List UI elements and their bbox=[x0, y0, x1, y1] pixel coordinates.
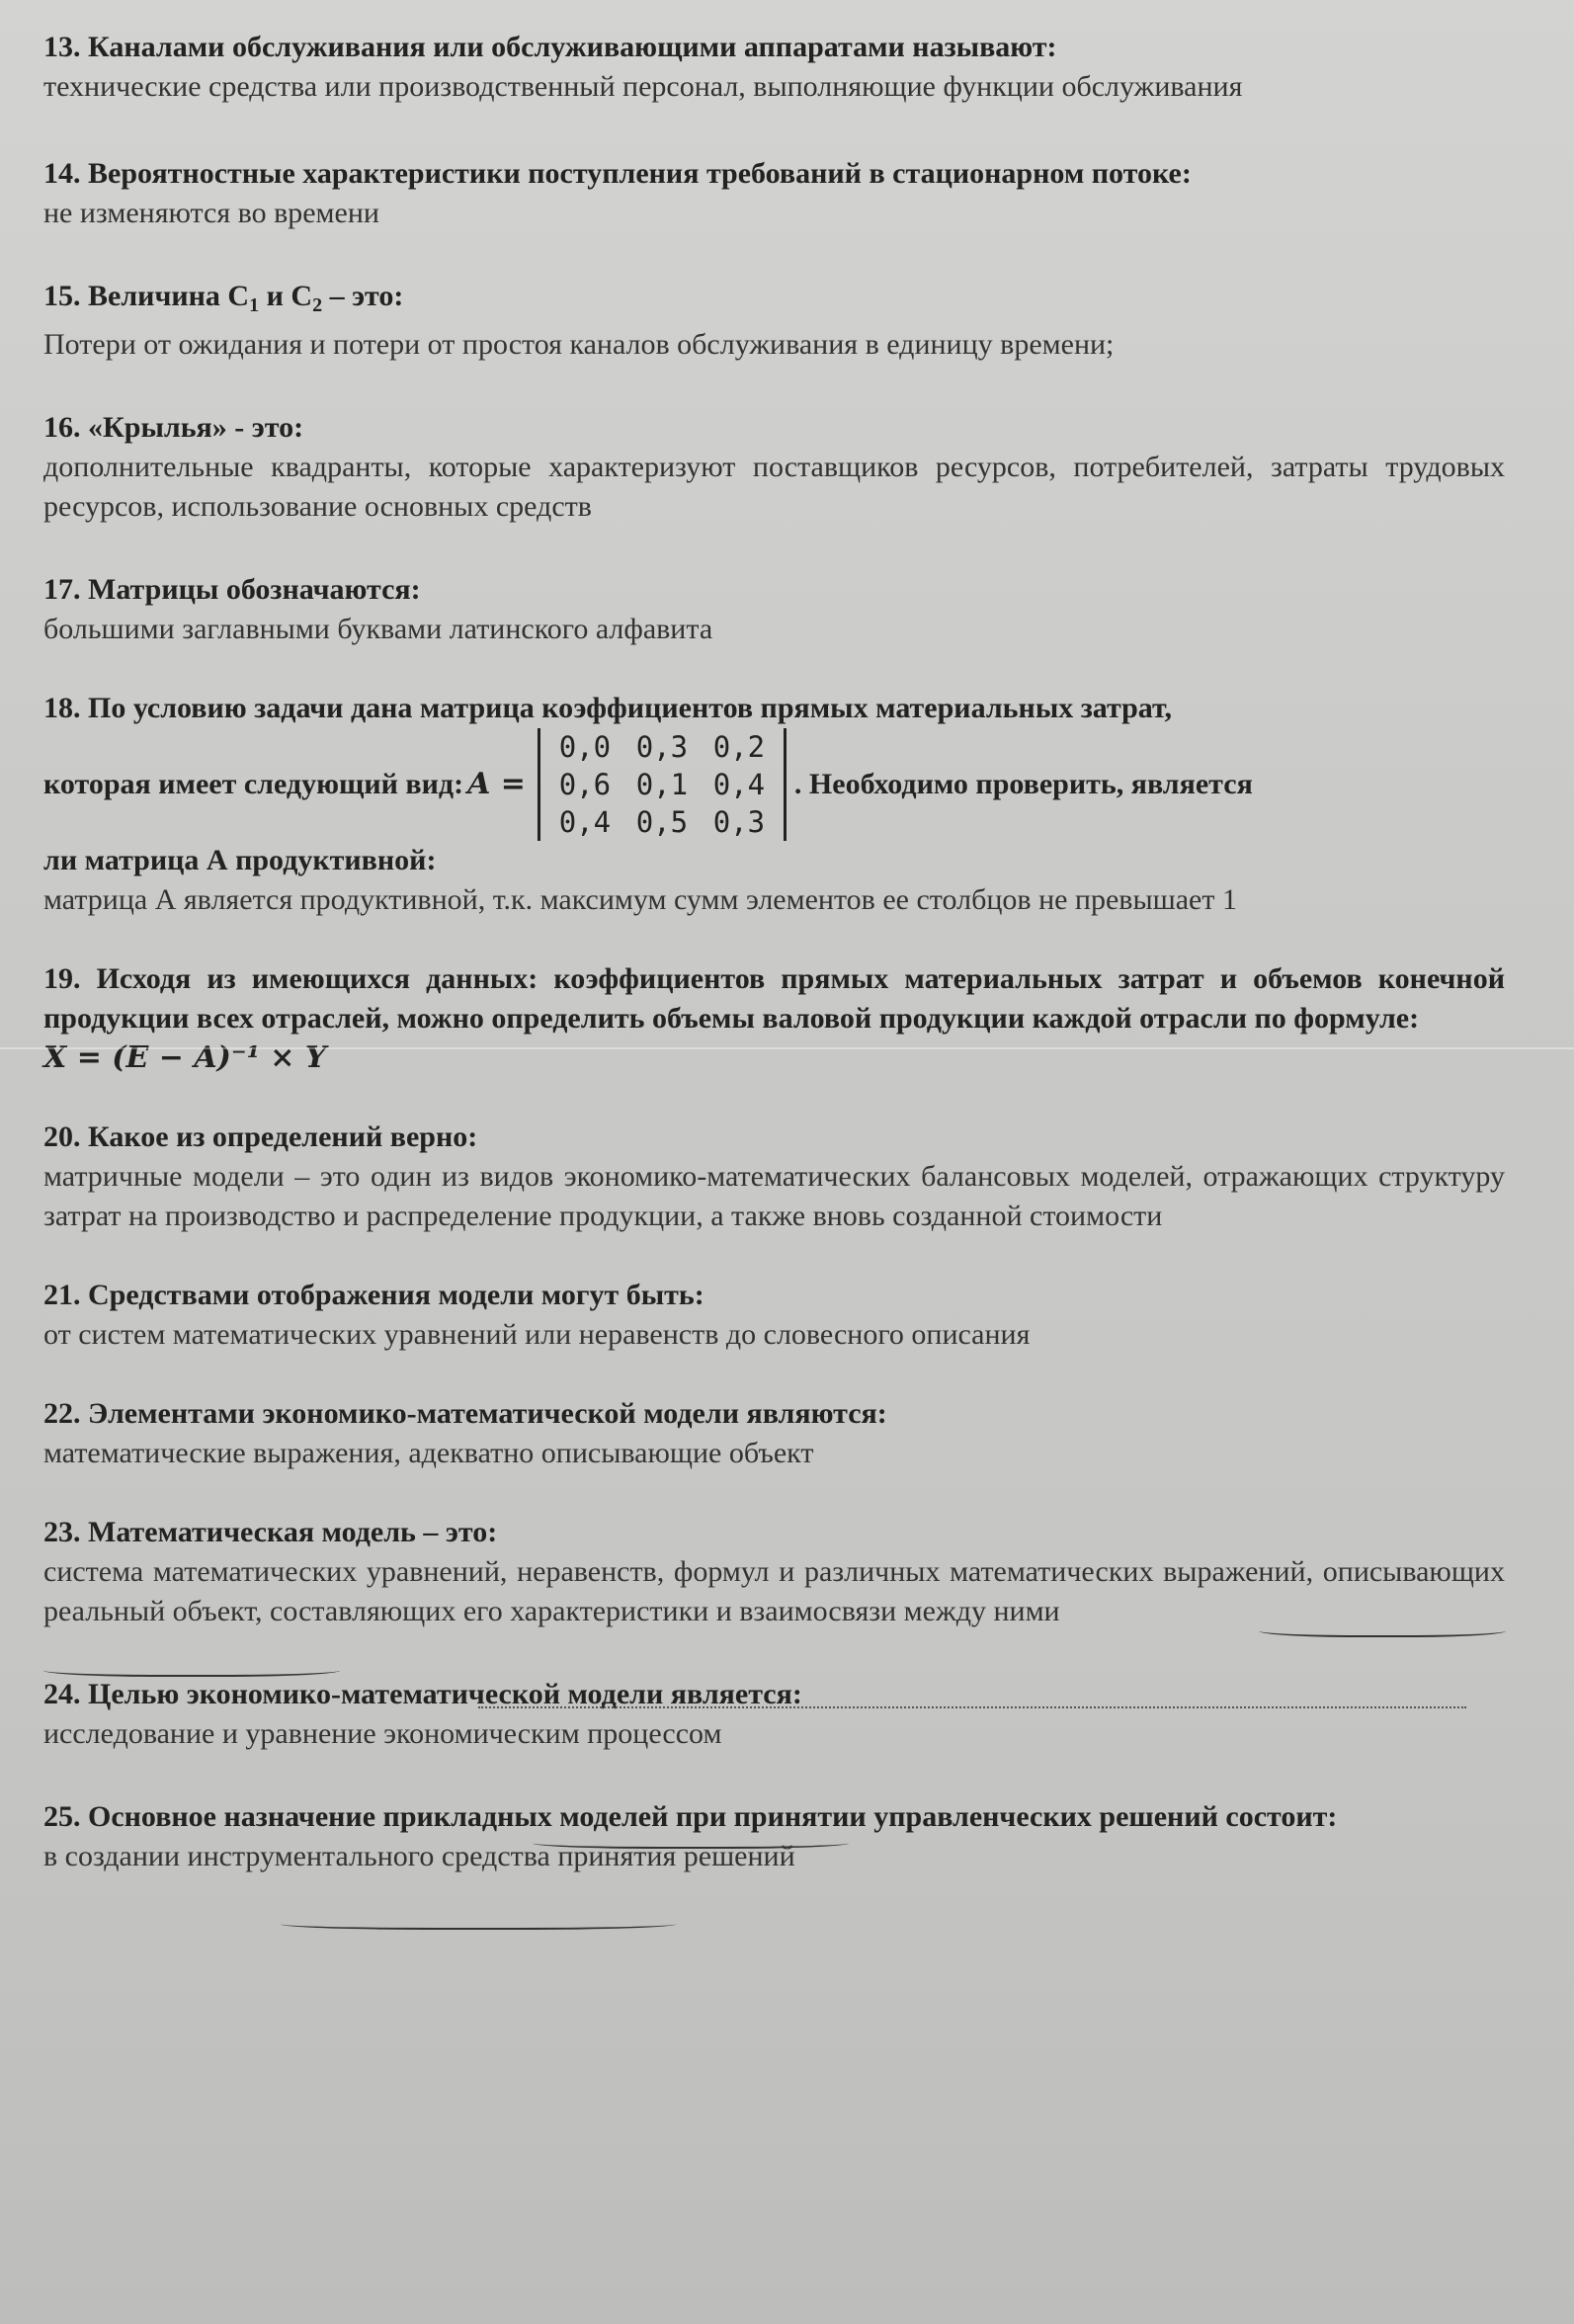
matrix-label: A = bbox=[467, 767, 526, 801]
handwritten-underline bbox=[43, 1661, 340, 1677]
question-19 bbox=[43, 959, 1505, 1078]
question-16 bbox=[43, 408, 1505, 527]
question-answer: дополнительные квадранты, которые характеризуют поставщиков ресурсов, потребителей, затраты трудовых ресурсов, использование основных средств bbox=[43, 451, 1505, 523]
question-answer: система математических уравнений, неравенств, формул и различных математических выражений, описывающих реальный объект, составляющих его характеристики и взаимосвязи между ними bbox=[43, 1555, 1505, 1627]
matrix-cell: 0,6 bbox=[558, 768, 612, 801]
matrix-cell: 0,3 bbox=[712, 805, 766, 839]
matrix-cell: 0,2 bbox=[712, 730, 766, 764]
title-part: которая имеет следующий вид: bbox=[43, 768, 464, 800]
matrix-line bbox=[43, 728, 1505, 841]
title-part: 15. Величина C bbox=[43, 280, 250, 312]
matrix-cell: 0,3 bbox=[635, 730, 689, 764]
question-answer: большими заглавными буквами латинского алфавита bbox=[43, 613, 713, 645]
question-answer: не изменяются во времени bbox=[43, 197, 379, 229]
question-title: 16. «Крылья» - это: bbox=[43, 411, 304, 444]
question-title: 24. Целью экономико-математической модели является: bbox=[43, 1678, 802, 1710]
matrix-cell: 0,5 bbox=[635, 805, 689, 839]
question-title-end: ли матрица А продуктивной: bbox=[43, 844, 437, 876]
question-24 bbox=[43, 1675, 1505, 1754]
question-21 bbox=[43, 1276, 1505, 1355]
subscript: 1 bbox=[249, 294, 260, 316]
question-title bbox=[43, 277, 1505, 325]
question-title: 18. По условию задачи дана матрица коэффициентов прямых материальных затрат, bbox=[43, 692, 1173, 724]
question-25 bbox=[43, 1797, 1505, 1876]
question-15 bbox=[43, 277, 1505, 365]
question-title: 21. Средствами отображения модели могут быть: bbox=[43, 1279, 704, 1311]
handwritten-underline bbox=[1259, 1621, 1506, 1637]
question-answer: технические средства или производственный персонал, выполняющие функции обслуживания bbox=[43, 70, 1243, 103]
question-title: 23. Математическая модель – это: bbox=[43, 1516, 498, 1548]
question-13 bbox=[43, 28, 1505, 107]
matrix-cell: 0,1 bbox=[635, 768, 689, 801]
question-20 bbox=[43, 1118, 1505, 1236]
handwritten-underline bbox=[281, 1916, 676, 1930]
question-18 bbox=[43, 689, 1505, 920]
title-part: и C bbox=[259, 280, 313, 312]
question-answer: исследование и уравнение экономическим процессом bbox=[43, 1717, 722, 1750]
matrix-cell: 0,4 bbox=[558, 805, 612, 839]
dotted-line bbox=[478, 1706, 1466, 1708]
paper-fold bbox=[0, 1047, 1574, 1049]
question-answer: от систем математических уравнений или неравенств до словесного описания bbox=[43, 1318, 1031, 1351]
formula: X = (E − A)⁻¹ × Y bbox=[43, 1040, 327, 1075]
matrix-a bbox=[538, 728, 787, 841]
question-title: 13. Каналами обслуживания или обслуживающими аппаратами называют: bbox=[43, 31, 1057, 63]
question-17 bbox=[43, 570, 1505, 649]
question-title: 14. Вероятностные характеристики поступления требований в стационарном потоке: bbox=[43, 157, 1192, 190]
question-answer: матрица А является продуктивной, т.к. максимум сумм элементов ее столбцов не превышает 1 bbox=[43, 883, 1237, 916]
question-title: 22. Элементами экономико-математической модели являются: bbox=[43, 1397, 887, 1430]
question-title: 20. Какое из определений верно: bbox=[43, 1120, 478, 1153]
matrix-cell: 0,4 bbox=[712, 768, 766, 801]
question-answer: Потери от ожидания и потери от простоя каналов обслуживания в единицу времени; bbox=[43, 328, 1115, 361]
question-answer: математические выражения, адекватно описывающие объект bbox=[43, 1437, 814, 1469]
question-answer: матричные модели – это один из видов экономико-математических балансовых моделей, отражающих структуру затрат на производство и распределение продукции, а также вновь созданной стоимости bbox=[43, 1160, 1505, 1232]
matrix-cell: 0,0 bbox=[558, 730, 612, 764]
subscript: 2 bbox=[312, 294, 323, 316]
title-part: . Необходимо проверить, является bbox=[793, 768, 1253, 800]
question-title: 19. Исходя из имеющихся данных: коэффициентов прямых материальных затрат и объемов конечной продукции всех отраслей, можно определить объемы валовой продукции каждой отрасли по формуле: bbox=[43, 962, 1505, 1035]
handwritten-underline bbox=[533, 1835, 849, 1849]
question-title: 25. Основное назначение прикладных моделей при принятии управленческих решений состоит: bbox=[43, 1800, 1338, 1833]
title-part: – это: bbox=[322, 280, 404, 312]
question-14 bbox=[43, 154, 1505, 233]
question-answer: в создании инструментального средства принятия решений bbox=[43, 1840, 795, 1872]
question-title: 17. Матрицы обозначаются: bbox=[43, 573, 421, 606]
question-23 bbox=[43, 1513, 1505, 1631]
question-22 bbox=[43, 1394, 1505, 1473]
